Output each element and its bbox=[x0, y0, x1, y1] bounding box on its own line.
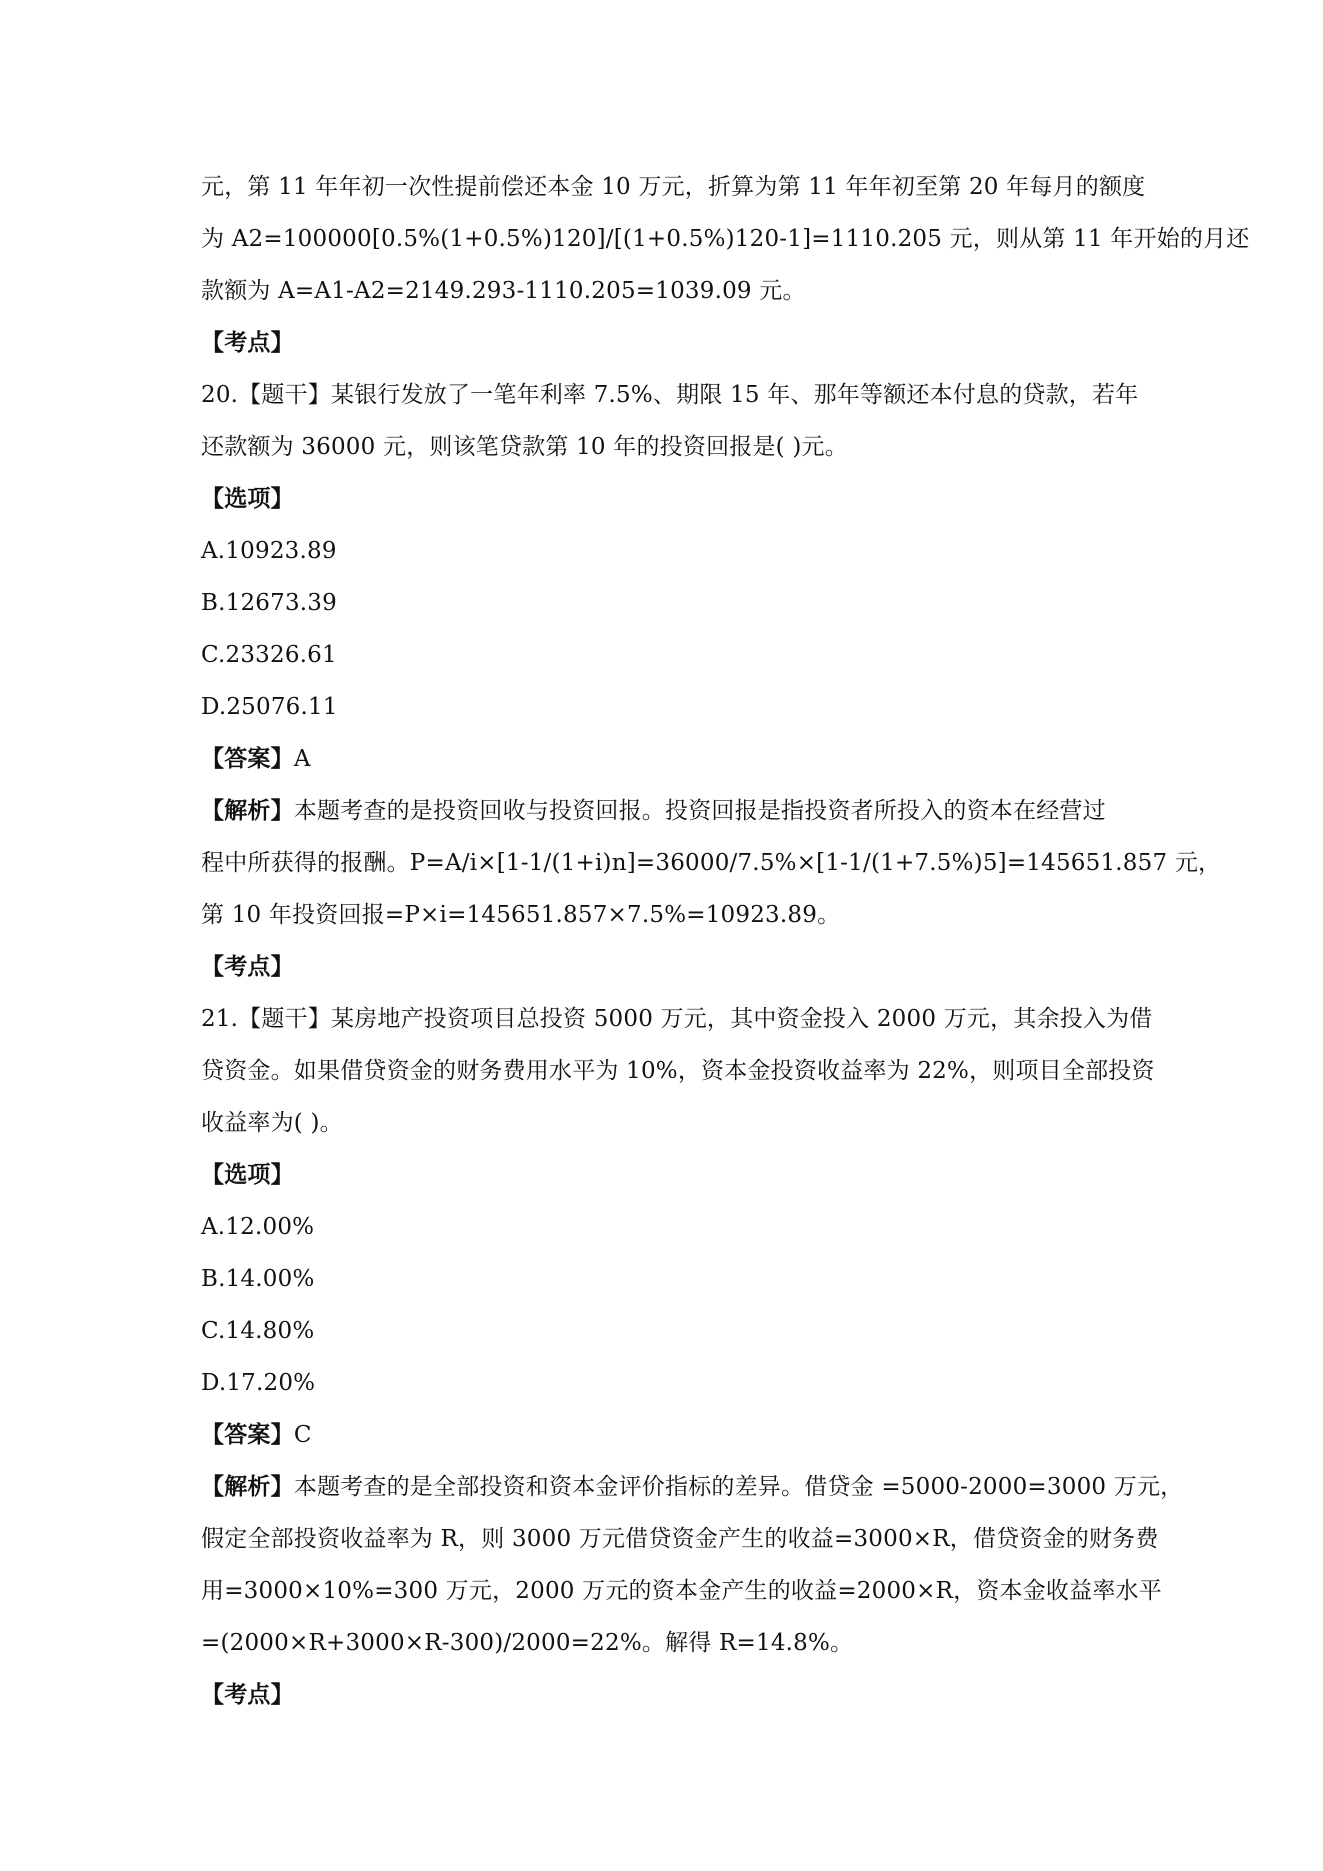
q20-options-label: 【选项】 bbox=[201, 485, 294, 512]
q21-option-d: D.17.20% bbox=[201, 1370, 316, 1396]
q20-analysis-text: 本题考查的是投资回收与投资回报。投资回报是指投资者所投入的资本在经营过 bbox=[293, 798, 1106, 824]
q21-analysis-text: 本题考查的是全部投资和资本金评价指标的差异。借贷金 =5000-2000=3000 万元， bbox=[293, 1474, 1184, 1500]
q20-stem-line: 还款额为 36000 元，则该笔贷款第 10 年的投资回报是( )元。 bbox=[201, 434, 848, 460]
q21-answer-label: 【答案】 bbox=[201, 1421, 294, 1448]
q21-answer-value: C bbox=[293, 1422, 312, 1448]
q21-options-label: 【选项】 bbox=[201, 1161, 294, 1188]
q20-analysis-line: 第 10 年投资回报=P×i=145651.857×7.5%=10923.89。 bbox=[201, 902, 841, 928]
q20-analysis-line bbox=[201, 796, 1106, 826]
continuation-line: 为 A2=100000[0.5%(1+0.5%)120]/[(1+0.5%)120-1]=1110.205 元，则从第 11 年开始的月还 bbox=[201, 226, 1250, 252]
kaodian-label: 【考点】 bbox=[201, 329, 294, 356]
q20-kaodian-label: 【考点】 bbox=[201, 953, 294, 980]
q20-answer bbox=[201, 744, 311, 774]
q20-option-d: D.25076.11 bbox=[201, 694, 338, 720]
q21-analysis-line: 用=3000×10%=300 万元，2000 万元的资本金产生的收益=2000×R，资本金收益率水平 bbox=[201, 1578, 1162, 1604]
q20-option-c: C.23326.61 bbox=[201, 642, 337, 668]
q21-stem-line: 贷资金。如果借贷资金的财务费用水平为 10%，资本金投资收益率为 22%，则项目全部投资 bbox=[201, 1058, 1155, 1084]
q21-option-a: A.12.00% bbox=[201, 1214, 315, 1240]
q20-stem-line: 20.【题干】某银行发放了一笔年利率 7.5%、期限 15 年、那年等额还本付息的贷款，若年 bbox=[201, 382, 1139, 408]
continuation-line: 元，第 11 年年初一次性提前偿还本金 10 万元，折算为第 11 年年初至第 20 年每月的额度 bbox=[201, 174, 1146, 200]
q21-stem-line: 收益率为( )。 bbox=[201, 1110, 343, 1136]
q20-answer-value: A bbox=[293, 746, 311, 772]
continuation-line: 款额为 A=A1-A2=2149.293-1110.205=1039.09 元。 bbox=[201, 278, 806, 304]
q21-analysis-line bbox=[201, 1472, 1183, 1502]
q20-answer-label: 【答案】 bbox=[201, 745, 294, 772]
q21-answer bbox=[201, 1420, 312, 1450]
q21-option-c: C.14.80% bbox=[201, 1318, 315, 1344]
q21-analysis-line: =(2000×R+3000×R-300)/2000=22%。解得 R=14.8%。 bbox=[201, 1630, 854, 1656]
q21-analysis-line: 假定全部投资收益率为 R，则 3000 万元借贷资金产生的收益=3000×R，借贷资金的财务费 bbox=[201, 1526, 1159, 1552]
q21-option-b: B.14.00% bbox=[201, 1266, 315, 1292]
q21-stem-line: 21.【题干】某房地产投资项目总投资 5000 万元，其中资金投入 2000 万元，其余投入为借 bbox=[201, 1006, 1153, 1032]
q20-analysis-label: 【解析】 bbox=[201, 797, 294, 824]
q21-kaodian-label: 【考点】 bbox=[201, 1681, 294, 1708]
q20-option-a: A.10923.89 bbox=[201, 538, 337, 564]
q20-analysis-line: 程中所获得的报酬。P=A/i×[1-1/(1+i)n]=36000/7.5%×[1-1/(1+7.5%)5]=145651.857 元， bbox=[201, 850, 1222, 876]
q21-analysis-label: 【解析】 bbox=[201, 1473, 294, 1500]
q20-option-b: B.12673.39 bbox=[201, 590, 337, 616]
